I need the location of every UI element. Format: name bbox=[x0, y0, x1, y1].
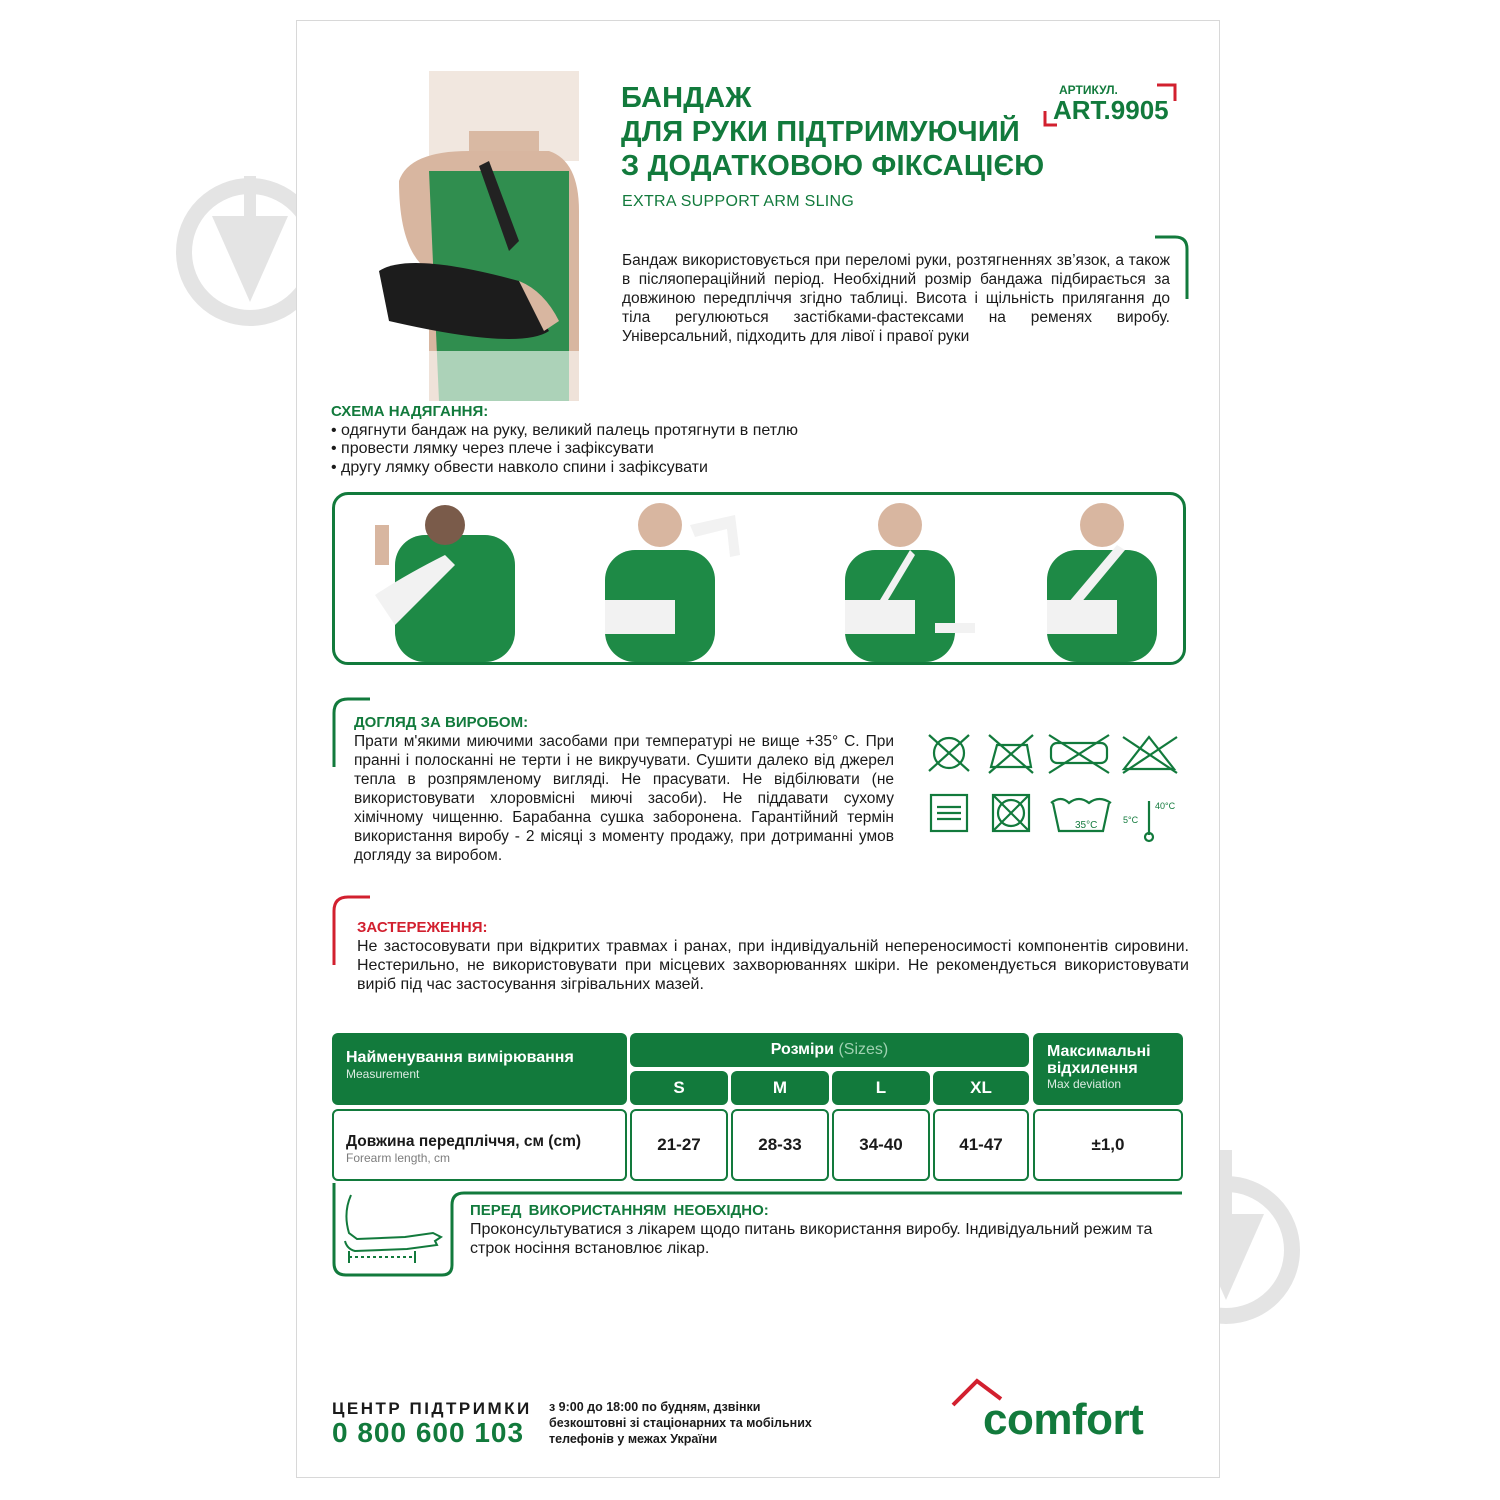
wearing-photo-step-2 bbox=[605, 503, 740, 662]
product-subtitle: EXTRA SUPPORT ARM SLING bbox=[622, 193, 855, 210]
row-label: Довжина передпліччя, см (cm) bbox=[346, 1133, 582, 1150]
warning-title: ЗАСТЕРЕЖЕННЯ: bbox=[357, 919, 488, 936]
row-label-en: Forearm length, cm bbox=[346, 1151, 451, 1165]
forearm-measure-icon bbox=[341, 1193, 445, 1265]
care-section bbox=[354, 713, 894, 865]
article-box bbox=[1037, 81, 1181, 145]
flat-dry-icon bbox=[931, 795, 967, 831]
table-row-label bbox=[332, 1109, 627, 1181]
wearing-step: • одягнути бандаж на руку, великий палець протягнути в петлю bbox=[331, 421, 799, 439]
product-title bbox=[621, 81, 1061, 183]
logo-text: comfort bbox=[983, 1395, 1144, 1444]
no-iron-icon bbox=[989, 735, 1033, 773]
no-tumble-dry-icon bbox=[993, 795, 1029, 831]
title-line: ДЛЯ РУКИ ПІДТРИМУЮЧИЙ bbox=[621, 116, 1020, 148]
warning-text: Не застосовувати при відкритих травмах і ранах, при індивідуальній непереносимості компонентів сировини. Нестерильно, не використовувати при місцевих захворюваннях шкіри. Не рекомендується використовувати виріб під час застосування зігрівальних мазей. bbox=[357, 938, 1189, 993]
no-bleach-icon bbox=[1123, 737, 1177, 773]
wearing-instructions bbox=[331, 403, 1031, 477]
wash-temp-label: 35°C bbox=[1075, 820, 1098, 831]
wearing-step: • провести лямку через плече і зафіксувати bbox=[331, 440, 654, 457]
size-value: 34-40 bbox=[832, 1109, 930, 1181]
support-phone[interactable]: 0 800 600 103 bbox=[332, 1417, 525, 1448]
wearing-photo-step-1 bbox=[375, 505, 515, 662]
size-header: L bbox=[832, 1071, 930, 1105]
wearing-photo-step-3 bbox=[845, 503, 975, 662]
no-dry-clean-icon bbox=[929, 735, 969, 771]
deviation-header-en: Max deviation bbox=[1047, 1077, 1122, 1091]
hero-photo-man-in-sling bbox=[369, 71, 599, 401]
size-value: 41-47 bbox=[933, 1109, 1029, 1181]
care-text: Прати м'якими миючими засобами при температурі не вище +35° С. При пранні і полосканні не терти і не викручувати. Сушити далеко від джерел тепла в розпрямленому вигляді. Не прасувати. Не відбілювати (не використовувати хлоровмісні миючі засоби). Не піддавати сухому хімічному чищенню. Барабанна сушка заборонена. Гарантійний термін використання виробу - 2 місяці з моменту продажу, при дотриманні умов догляду за виробом. bbox=[354, 733, 894, 864]
article-label: АРТИКУЛ. bbox=[1059, 83, 1118, 97]
storage-max-label: 40°C bbox=[1155, 801, 1176, 811]
product-description: Бандаж використовується при переломі руки, розтягненнях зв’язок, а також в післяопераційний період. Необхідний розмір бандажа підбирається за довжиною передпліччя згідно таблиці. Висота і щільність прилягання до тіла регулюються застібками-фастексами на ременях виробу. Універсальний, підходить для лівої і правої руки bbox=[622, 252, 1170, 345]
size-header: XL bbox=[933, 1071, 1029, 1105]
article-number: ART.9905 bbox=[1053, 95, 1169, 125]
title-line: БАНДАЖ bbox=[621, 82, 752, 114]
storage-min-label: 5°C bbox=[1123, 815, 1139, 825]
size-value: 28-33 bbox=[731, 1109, 829, 1181]
no-wring-icon bbox=[1049, 735, 1109, 773]
before-use-text: Проконсультуватися з лікарем щодо питань використання виробу. Індивідуальний режим та строк носіння встановлює лікар. bbox=[470, 1221, 1153, 1257]
wearing-photos bbox=[335, 495, 1183, 662]
wearing-photos-strip bbox=[332, 492, 1186, 665]
before-use-section bbox=[470, 1201, 1160, 1258]
table-header-deviation bbox=[1033, 1033, 1183, 1105]
table-header-measurement bbox=[332, 1033, 627, 1105]
storage-temperature-icon bbox=[1145, 801, 1153, 841]
deviation-header: Максимальні відхилення bbox=[1047, 1043, 1151, 1077]
sizes-header-en: (Sizes) bbox=[838, 1041, 889, 1058]
product-leaflet bbox=[296, 20, 1220, 1478]
size-header: M bbox=[731, 1071, 829, 1105]
measure-header: Найменування вимірювання bbox=[346, 1049, 574, 1066]
support-note: з 9:00 до 18:00 по будням, дзвінки безкоштовні зі стаціонарних та мобільних телефонів у межах України bbox=[549, 1400, 812, 1446]
before-use-title: ПЕРЕД ВИКОРИСТАННЯМ НЕОБХІДНО: bbox=[470, 1202, 769, 1219]
comfort-logo bbox=[947, 1373, 1187, 1453]
deviation-value: ±1,0 bbox=[1033, 1109, 1183, 1181]
wearing-step: • другу лямку обвести навколо спини і зафіксувати bbox=[331, 458, 708, 476]
wearing-photo-step-4 bbox=[1047, 503, 1157, 662]
care-symbols bbox=[927, 731, 1187, 849]
table-header-sizes bbox=[630, 1033, 1029, 1067]
sizes-header: Розміри bbox=[770, 1041, 835, 1058]
title-line: З ДОДАТКОВОЮ ФІКСАЦІЄЮ bbox=[621, 150, 1045, 182]
wearing-title: СХЕМА НАДЯГАННЯ: bbox=[331, 403, 489, 420]
size-header: S bbox=[630, 1071, 728, 1105]
care-title: ДОГЛЯД ЗА ВИРОБОМ: bbox=[354, 714, 529, 731]
measure-header-en: Measurement bbox=[346, 1067, 420, 1081]
warning-section bbox=[357, 918, 1189, 994]
support-title: ЦЕНТР ПІДТРИМКИ bbox=[332, 1399, 532, 1418]
size-value: 21-27 bbox=[630, 1109, 728, 1181]
